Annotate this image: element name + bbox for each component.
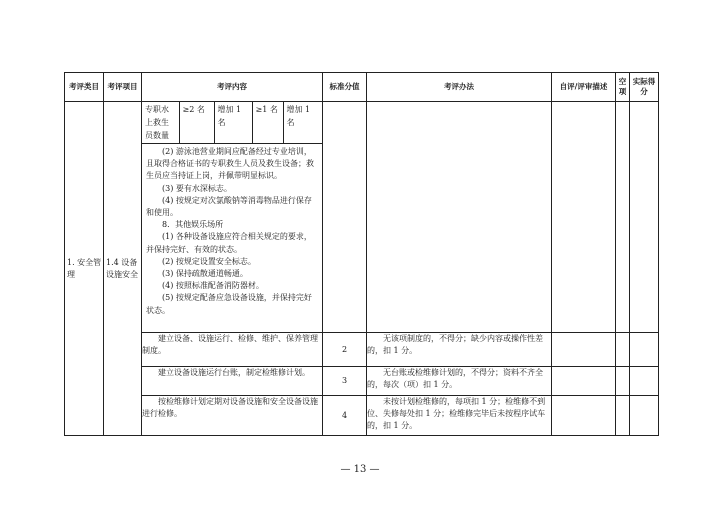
header-content: 考评内容 [142,73,323,102]
self-review-cell [552,367,616,396]
method-cell [367,102,552,333]
page-number: — 13 — [340,464,380,475]
empty-cell [616,333,630,367]
header-method: 考评办法 [367,73,552,102]
content-line: (4) 按照标准配备消防器材。 [162,281,264,291]
lifeguard-label: 专职水上救生员数量 [142,102,179,144]
content-cell: 建立设备、设施运行、检修、维护、保养管理制度。 [142,333,323,367]
table-row [65,333,659,367]
item-cell: 1.4 设备设施安全 [104,102,142,436]
empty-cell [616,396,630,436]
content-line: (1) 各种设备设施应符合相关规定的要求，并保持完好、有效的状态。 [146,232,312,254]
actual-cell [630,333,659,367]
header-category: 考评类目 [65,73,104,102]
content-line: (3) 要有水深标志。 [162,183,232,193]
empty-cell [616,367,630,396]
actual-cell [630,396,659,436]
method-cell: 无台账或检维修计划的，不得分；资料不齐全的，每次（项）扣 1 分。 [367,367,552,396]
content-lines [142,144,322,319]
score-cell: 3 [323,367,367,396]
lifeguard-c3: ≥1 名 [252,102,283,144]
score-cell: 4 [323,396,367,436]
method-cell: 无该项制度的，不得分；缺少内容或操作性差的，扣 1 分。 [367,333,552,367]
actual-cell [630,102,659,333]
evaluation-table [64,72,659,436]
table-row [65,102,659,333]
header-item: 考评项目 [104,73,142,102]
content-cell: 按检维修计划定期对设备设施和安全设备设施进行检修。 [142,396,323,436]
content-line: (2) 游泳池营业期间应配备经过专业培训，且取得合格证书的专职救生人员及救生设备；救生员应当持证上岗，并佩带明显标识。 [146,147,314,181]
method-cell: 未按计划检维修的，每项扣 1 分；检维修不到位、失修每处扣 1 分；检维修完毕后未按程序试车的，扣 1 分。 [367,396,552,436]
header-self-review: 自评/评审描述 [552,73,616,102]
content-line: (2) 按规定设置安全标志。 [162,256,256,266]
empty-cell [616,102,630,333]
table-row [65,367,659,396]
content-cell [142,102,323,333]
self-review-cell [552,102,616,333]
lifeguard-c2: 增加 1 名 [214,102,252,144]
header-empty: 空项 [616,73,630,102]
content-cell: 建立设备设施运行台账，制定检维修计划。 [142,367,323,396]
lifeguard-subtable [142,102,322,144]
content-line: (4) 按规定对次氯酸钠等消毒物品进行保存和使用。 [146,195,312,218]
actual-cell [630,367,659,396]
lifeguard-c1: ≥2 名 [179,102,214,144]
content-line: (5) 按规定配备应急设备设施，并保持完好状态。 [146,293,312,315]
table-row [65,396,659,436]
lifeguard-c4: 增加 1 名 [283,102,322,144]
category-cell: 1. 安全管理 [65,102,104,436]
header-actual: 实际得分 [630,73,659,102]
content-line: 8．其他娱乐场所 [162,220,224,230]
score-cell [323,102,367,333]
header-row [65,73,659,102]
content-line: (3) 保持疏散通道畅通。 [162,269,248,279]
score-cell: 2 [323,333,367,367]
self-review-cell [552,396,616,436]
self-review-cell [552,333,616,367]
header-score: 标准分值 [323,73,367,102]
